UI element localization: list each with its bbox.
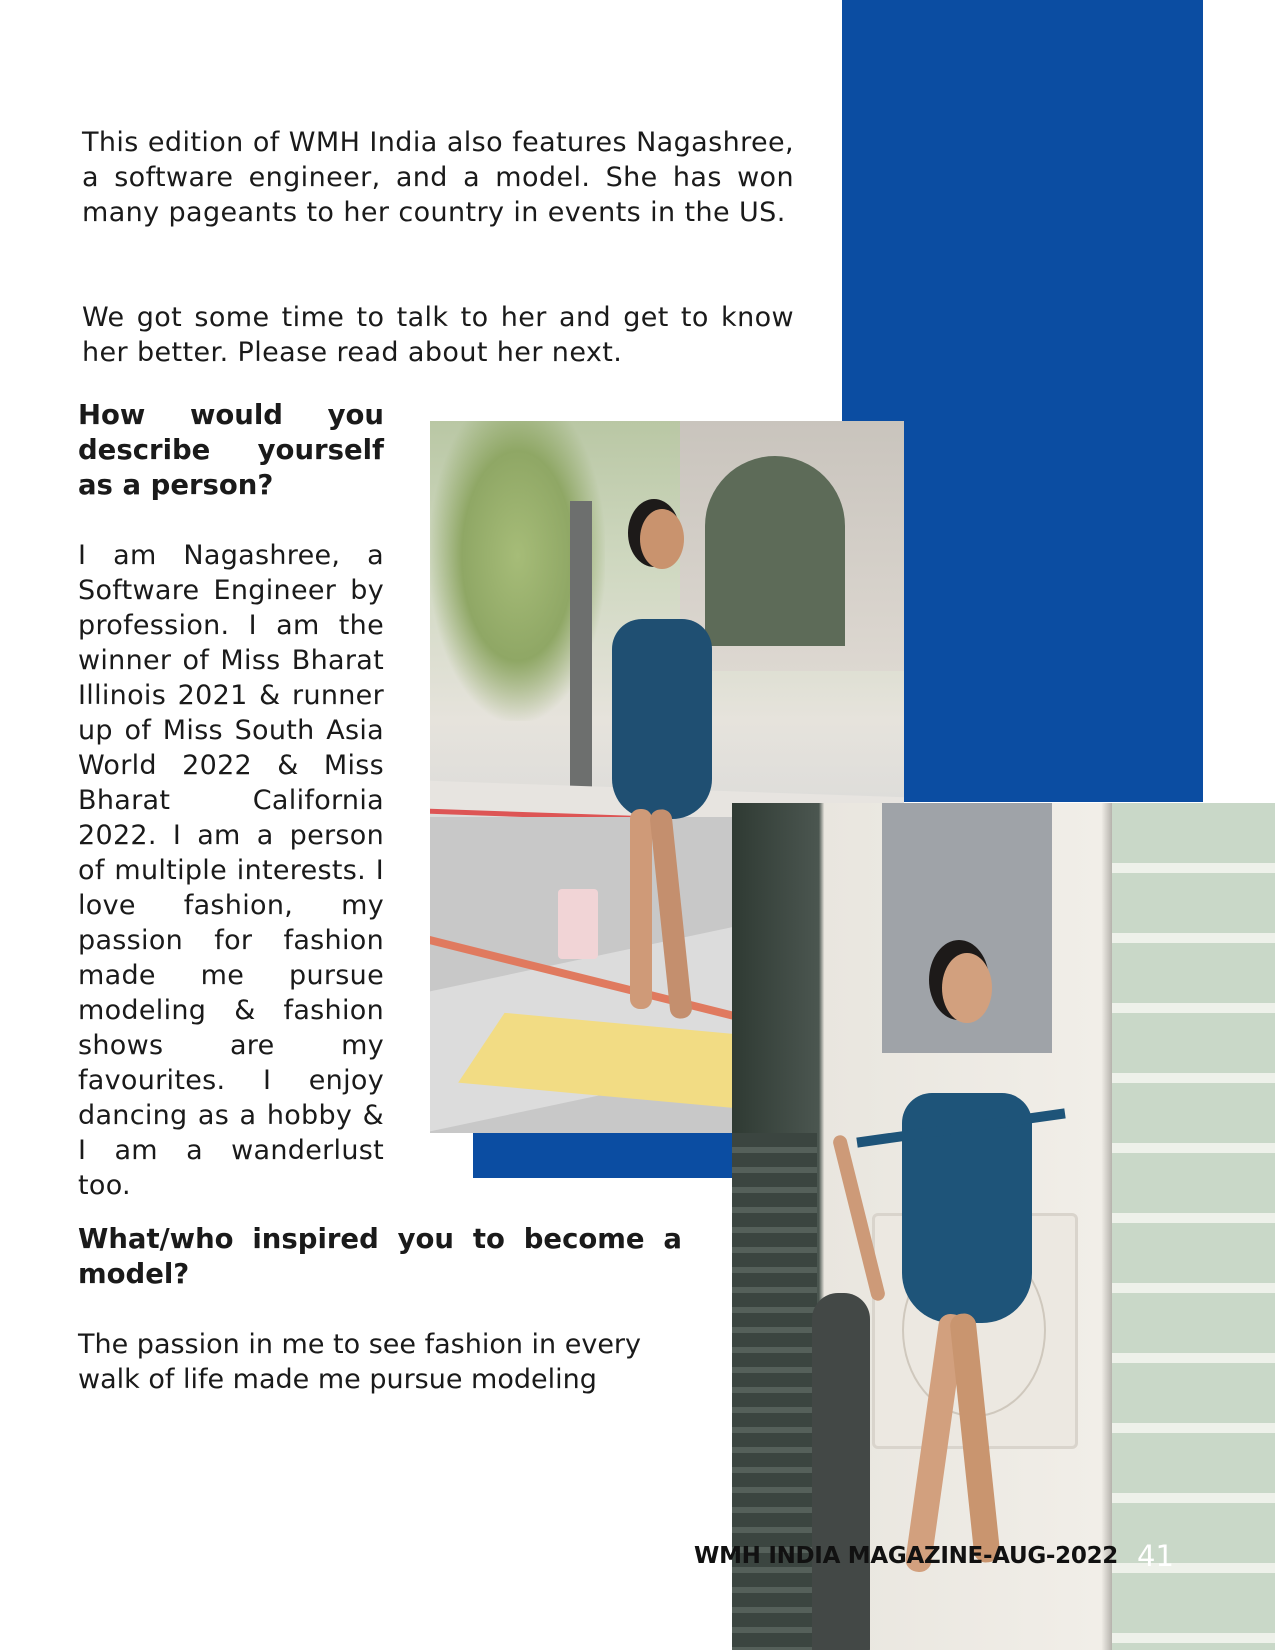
question-1: How would you describe yourself as a person? [78,399,384,501]
figure-leg [649,808,693,1019]
figure-shopping-bag [558,889,598,959]
photo-model-figure [862,953,1082,1643]
intro-paragraph-2: We got some time to talk to her and get to know her better. Please read about her next. [82,302,794,368]
photo-window [1112,803,1275,1650]
question-2: What/who inspired you to become a model? [78,1223,682,1290]
photo-model-figure [600,509,730,1049]
figure-leg [949,1312,1001,1563]
accent-block-small [473,1133,735,1178]
figure-leg [630,809,652,1009]
figure-head [942,953,992,1023]
model-photo-pillar [732,803,1275,1650]
figure-head [640,509,684,569]
photo-lamp-post [570,501,592,821]
figure-blue-dress [612,619,712,819]
magazine-footer: WMH INDIA MAGAZINE-AUG-2022 [694,1543,1118,1569]
photo-shutter [732,1133,817,1650]
page-number: 41 [1137,1539,1174,1573]
figure-arm [832,1134,887,1302]
answer-2: The passion in me to see fashion in every walk of life made me pursue modeling [78,1329,642,1395]
answer-1: I am Nagashree, a Software Engineer by profession. I am the winner of Miss Bharat Illinois 2021 & runner up of Miss South Asia World 2022 & Miss Bharat California 2022. I am a person of multiple interests. I love fashion, my passion for fashion made me pursue modeling & fashion shows are my favourites. I enjoy dancing as a hobby & I am a wanderlust too. [78,540,384,1201]
intro-paragraph-1: This edition of WMH India also features Nagashree, a software engineer, and a model. She has won many pageants to her country in events in the US. [82,127,794,228]
